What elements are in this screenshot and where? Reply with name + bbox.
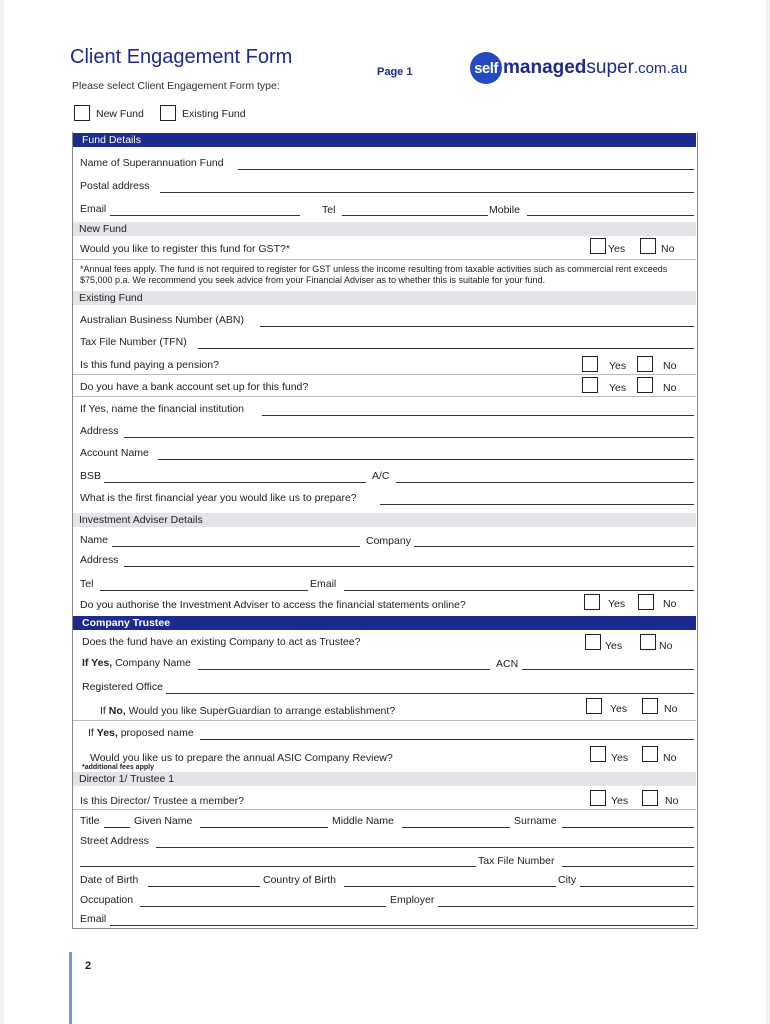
middle-name-label: Middle Name <box>332 815 394 827</box>
new-fund-checkbox[interactable] <box>74 105 90 121</box>
adviser-tel-label: Tel <box>80 578 94 590</box>
gst-no-checkbox[interactable] <box>640 238 656 254</box>
member-yes-checkbox[interactable] <box>590 790 606 806</box>
bank-question: Do you have a bank account set up for this fund? <box>80 381 309 393</box>
surname-input[interactable] <box>562 827 694 828</box>
page-label: Page 1 <box>377 66 413 78</box>
section-new-fund: New Fund <box>73 222 696 236</box>
ac-input[interactable] <box>396 482 694 483</box>
institution-input[interactable] <box>262 415 694 416</box>
dob-input[interactable] <box>148 886 260 887</box>
bank-address-label: Address <box>80 425 119 437</box>
dob-label: Date of Birth <box>80 874 139 886</box>
establishment-no-checkbox[interactable] <box>642 698 658 714</box>
establishment-text: Would you like SuperGuardian to arrange establishment? <box>128 705 396 717</box>
establishment-yes-checkbox[interactable] <box>586 698 602 714</box>
if-yes-text: If Yes, <box>82 657 113 669</box>
city-input[interactable] <box>580 886 694 887</box>
adviser-name-input[interactable] <box>112 546 360 547</box>
postal-address-label: Postal address <box>80 180 150 192</box>
proposed-name-text: proposed name <box>120 727 194 739</box>
gst-no-label: No <box>661 243 675 255</box>
establishment-question <box>100 705 395 717</box>
establishment-yes-label: Yes <box>610 703 628 715</box>
asic-no-label: No <box>663 752 677 764</box>
new-fund-label: New Fund <box>96 108 144 120</box>
tfn-label: Tax File Number (TFN) <box>80 336 187 348</box>
director-email-label: Email <box>80 913 107 925</box>
authorise-yes-checkbox[interactable] <box>584 594 600 610</box>
gst-yes-label: Yes <box>608 243 626 255</box>
adviser-address-input[interactable] <box>124 566 694 567</box>
proposed-yes-text: Yes, <box>96 727 118 739</box>
divider <box>73 396 696 397</box>
establishment-no-label: No <box>664 703 678 715</box>
section-investment-adviser: Investment Adviser Details <box>73 513 696 527</box>
member-no-label: No <box>665 795 679 807</box>
director-email-input[interactable] <box>110 925 694 926</box>
pension-yes-checkbox[interactable] <box>582 356 598 372</box>
city-label: City <box>558 874 577 886</box>
member-no-checkbox[interactable] <box>642 790 658 806</box>
director-tfn-label: Tax File Number <box>478 855 555 867</box>
company-name-input[interactable] <box>198 669 490 670</box>
fund-mobile-label: Mobile <box>489 204 520 216</box>
adviser-address-label: Address <box>80 554 119 566</box>
acn-input[interactable] <box>522 669 694 670</box>
proposed-name-label <box>88 727 194 739</box>
section-company-trustee: Company Trustee <box>73 616 696 630</box>
page-side-bar <box>69 952 72 1024</box>
adviser-email-input[interactable] <box>344 590 694 591</box>
adviser-company-label: Company <box>366 535 411 547</box>
registered-office-label: Registered Office <box>82 681 163 693</box>
if-no-text: No, <box>108 705 126 717</box>
section-director-trustee: Director 1/ Trustee 1 <box>73 772 696 786</box>
middle-name-input[interactable] <box>402 827 510 828</box>
pension-no-label: No <box>663 360 677 372</box>
fund-mobile-input[interactable] <box>527 215 694 216</box>
cob-label: Country of Birth <box>263 874 336 886</box>
given-name-input[interactable] <box>200 827 328 828</box>
fund-name-input[interactable] <box>238 169 694 170</box>
fund-email-label: Email <box>80 203 107 215</box>
asic-yes-label: Yes <box>611 752 629 764</box>
bsb-input[interactable] <box>104 482 366 483</box>
company-name-text: Company Name <box>115 657 191 669</box>
if-no-prefix: If <box>100 705 106 717</box>
first-year-question: What is the first financial year you would like us to prepare? <box>80 492 357 504</box>
gst-question: Would you like to register this fund for GST?* <box>80 243 290 255</box>
occupation-input[interactable] <box>140 906 386 907</box>
logo-badge: self <box>470 52 502 84</box>
title-label: Title <box>80 815 100 827</box>
member-question: Is this Director/ Trustee a member? <box>80 795 244 807</box>
adviser-company-input[interactable] <box>414 546 694 547</box>
abn-label: Australian Business Number (ABN) <box>80 314 244 326</box>
tfn-input[interactable] <box>198 348 694 349</box>
director-tfn-input[interactable] <box>562 866 694 867</box>
gst-yes-checkbox[interactable] <box>590 238 606 254</box>
page-number: 2 <box>85 960 92 972</box>
ac-label: A/C <box>372 470 390 482</box>
company-name-label <box>82 657 191 669</box>
first-year-input[interactable] <box>380 504 694 505</box>
asic-no-checkbox[interactable] <box>642 746 658 762</box>
existing-fund-checkbox[interactable] <box>160 105 176 121</box>
asic-yes-checkbox[interactable] <box>590 746 606 762</box>
cob-input[interactable] <box>344 886 556 887</box>
divider <box>73 259 696 260</box>
surname-label: Surname <box>514 815 557 827</box>
acn-label: ACN <box>496 658 519 670</box>
authorise-yes-label: Yes <box>608 598 626 610</box>
proposed-prefix: If <box>88 727 94 739</box>
street-address-input[interactable] <box>156 847 694 848</box>
postal-address-input[interactable] <box>160 192 694 193</box>
asic-question: Would you like us to prepare the annual ASIC Company Review? <box>90 752 393 764</box>
occupation-label: Occupation <box>80 894 134 906</box>
authorise-question: Do you authorise the Investment Adviser to access the financial statements online? <box>80 599 466 611</box>
fund-name-label: Name of Superannuation Fund <box>80 157 224 169</box>
existing-company-no-checkbox[interactable] <box>640 634 656 650</box>
gst-fee-note: *Annual fees apply. The fund is not required to register for GST unless the income resulting from taxable activities such as commercial rent exceeds $75,000 p.a. We recommend you seek advice from your Financial Adviser as to whether this is suitable for your fund. <box>80 264 668 285</box>
divider <box>73 809 696 810</box>
section-fund-details: Fund Details <box>73 133 696 147</box>
street-address-label: Street Address <box>80 835 149 847</box>
bank-yes-checkbox[interactable] <box>582 377 598 393</box>
institution-label: If Yes, name the financial institution <box>80 403 245 415</box>
proposed-name-input[interactable] <box>200 739 694 740</box>
additional-fees-note: *additional fees apply <box>82 764 154 771</box>
abn-input[interactable] <box>260 326 694 327</box>
divider <box>73 374 696 375</box>
pension-yes-label: Yes <box>609 360 627 372</box>
street-address-line2[interactable] <box>80 866 476 867</box>
brand-logo <box>470 52 687 84</box>
authorise-no-checkbox[interactable] <box>638 594 654 610</box>
bank-yes-label: Yes <box>609 382 627 394</box>
existing-company-no-label: No <box>659 640 673 652</box>
logo-text-domain: .com.au <box>633 59 688 77</box>
bank-no-checkbox[interactable] <box>637 377 653 393</box>
given-name-label: Given Name <box>134 815 193 827</box>
logo-text-super: super <box>586 57 634 78</box>
divider <box>73 720 696 721</box>
authorise-no-label: No <box>663 598 677 610</box>
employer-input[interactable] <box>438 906 694 907</box>
logo-text-managed: managed <box>503 57 587 78</box>
bank-no-label: No <box>663 382 677 394</box>
pension-no-checkbox[interactable] <box>637 356 653 372</box>
form-type-instruction: Please select Client Engagement Form type: <box>72 80 280 92</box>
account-name-label: Account Name <box>80 447 149 459</box>
adviser-tel-input[interactable] <box>100 590 308 591</box>
fund-email-input[interactable] <box>110 215 300 216</box>
bank-address-input[interactable] <box>124 437 694 438</box>
pension-question: Is this fund paying a pension? <box>80 359 219 371</box>
existing-company-yes-label: Yes <box>605 640 623 652</box>
bsb-label: BSB <box>80 470 102 482</box>
employer-label: Employer <box>390 894 435 906</box>
existing-fund-label: Existing Fund <box>182 108 246 120</box>
title-input[interactable] <box>104 827 130 828</box>
fund-tel-label: Tel <box>322 204 336 216</box>
adviser-name-label: Name <box>80 534 109 546</box>
form-title: Client Engagement Form <box>70 46 293 68</box>
member-yes-label: Yes <box>611 795 629 807</box>
section-existing-fund: Existing Fund <box>73 291 696 305</box>
existing-company-question: Does the fund have an existing Company to act as Trustee? <box>82 636 361 648</box>
registered-office-input[interactable] <box>166 693 694 694</box>
fund-tel-input[interactable] <box>342 215 488 216</box>
existing-company-yes-checkbox[interactable] <box>585 634 601 650</box>
account-name-input[interactable] <box>158 459 694 460</box>
adviser-email-label: Email <box>310 578 337 590</box>
